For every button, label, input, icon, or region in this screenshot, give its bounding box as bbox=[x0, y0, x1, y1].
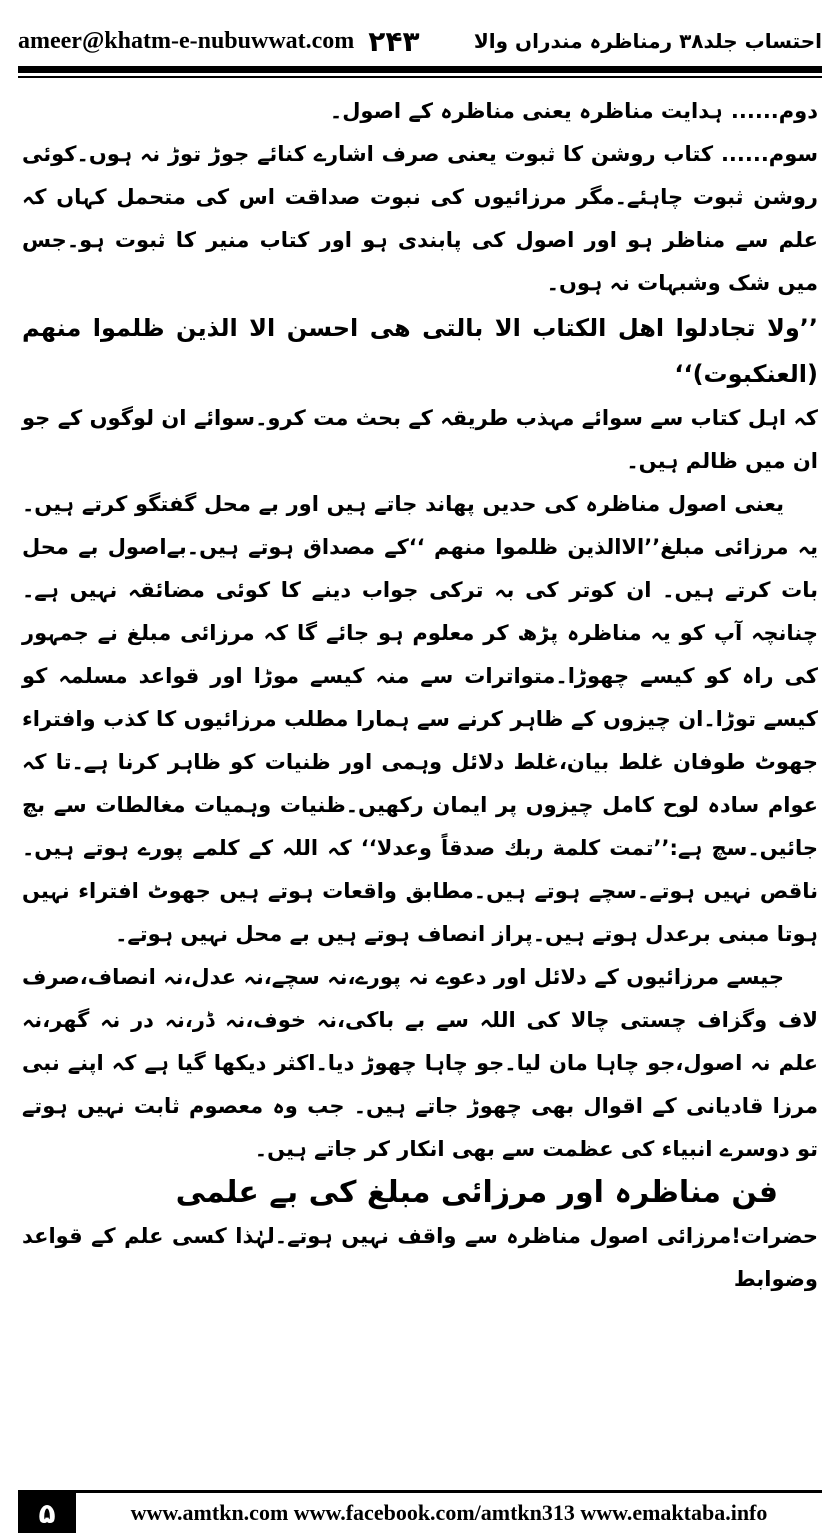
page-header bbox=[18, 18, 822, 64]
header-email: ameer@khatm-e-nubuwwat.com bbox=[18, 27, 355, 54]
header-rule-thin bbox=[18, 76, 822, 78]
paragraph-2: جیسے مرزائیوں کے دلائل اور دعوے نہ پورے،نہ سچے،نہ عدل،نہ انصاف،صرف لاف وگزاف چستی چالا کی اللہ سے بے باکی،نہ خوف،نہ ڈر،نہ در نہ گھر،نہ علم نہ اصول،جو چاہا مان لیا۔جو چاہا چھوڑ دیا۔اکثر دیکھا گیا ہے کہ اپنے نبی مرزا قادیانی کے اقوال بھی چھوڑ جاتے ہیں۔ جب وہ معصوم ثابت نہیں ہوتے تو دوسرے انبیاء کی عظمت سے بھی انکار کر جاتے ہیں۔ bbox=[22, 965, 818, 1161]
point-second-label: دوم...... bbox=[730, 99, 818, 123]
paragraph-3: حضرات!مرزائی اصول مناظرہ سے واقف نہیں ہوتے۔لہٰذا کسی علم کے قواعد وضوابط bbox=[22, 1224, 818, 1291]
footer-page-number: ۵ bbox=[18, 1493, 76, 1533]
header-page-number: ۲۴۳ bbox=[368, 24, 420, 58]
point-third bbox=[22, 133, 818, 305]
point-third-text: کتاب روشن کا ثبوت یعنی صرف اشارے کنائے جوڑ توڑ نہ ہوں۔کوئی روشن ثبوت چاہئے۔مگر مرزائیوں کی نبوت صداقت اس کی متحمل کہاں کہ علم سے مناظر ہو اور اصول کی پابندی ہو اور کتاب منیر کا ثبوت ہو۔جس میں شک وشبہات نہ ہوں۔ bbox=[22, 142, 818, 295]
point-second bbox=[22, 90, 818, 133]
section-heading: فن مناظرہ اور مرزائی مبلغ کی بے علمی bbox=[175, 1175, 778, 1210]
paragraph-1: یعنی اصول مناظرہ کی حدیں پھاند جاتے ہیں اور بے محل گفتگو کرتے ہیں۔یہ مرزائی مبلغ’’الاالذین ظلموا منهم ‘‘کے مصداق ہوتے ہیں۔بےاصول بے محل بات کرتے ہیں۔ ان کوتر کی بہ ترکی جواب دینے کا کوئی مضائقہ نہیں ہے۔چنانچہ آپ کو یہ مناظرہ پڑھ کر معلوم ہو جائے گا کہ مرزائی مبلغ نے جمہور کی راہ کو کیسے چھوڑا۔متواترات سے منہ کیسے موڑا اور قواعد مسلمہ کو کیسے توڑا۔ان چیزوں کے ظاہر کرنے سے ہمارا مطلب مرزائیوں کا کذب وافتراء جھوٹ طوفان غلط بیان،غلط دلائل وہمی اور ظنیات کو ظاہر کرنا ہے۔تا کہ عوام سادہ لوح کامل چیزوں پر ایمان رکھیں۔ظنیات وہمیات مغالطات سے بچ جائیں۔سچ ہے:’’تمت كلمة ربك صدقاً وعدلا‘‘ کہ اللہ کے کلمے پورے ہوتے ہیں۔ناقص نہیں ہوتے۔سچے ہوتے ہیں۔مطابق واقعات ہوتے ہیں جھوٹ افتراء نہیں ہوتا مبنی برعدل ہوتے ہیں۔پراز انصاف ہوتے ہیں بے محل نہیں ہوتے۔ bbox=[22, 492, 818, 946]
header-rule-thick bbox=[18, 66, 822, 73]
footer-links: www.amtkn.com www.facebook.com/amtkn313 www.emaktaba.info bbox=[130, 1500, 768, 1525]
point-second-text: ہدایت مناظرہ یعنی مناظرہ کے اصول۔ bbox=[329, 99, 723, 123]
verse-translation: کہ اہل کتاب سے سوائے مہذب طریقہ کے بحث مت کرو۔سوائے ان لوگوں کے جو ان میں ظالم ہیں۔ bbox=[22, 406, 818, 473]
page-footer bbox=[18, 1490, 822, 1533]
body-text bbox=[22, 90, 818, 1301]
point-third-label: سوم...... bbox=[720, 142, 819, 166]
header-left bbox=[18, 25, 420, 58]
quran-verse: ’’ولا تجادلوا اهل الكتاب الا بالتى هى احسن الا الذين ظلموا منهم (العنكبوت)‘‘ bbox=[22, 314, 818, 388]
header-book-title: احتساب جلد۳۸ رمناظرہ مندراں والا bbox=[473, 29, 822, 53]
